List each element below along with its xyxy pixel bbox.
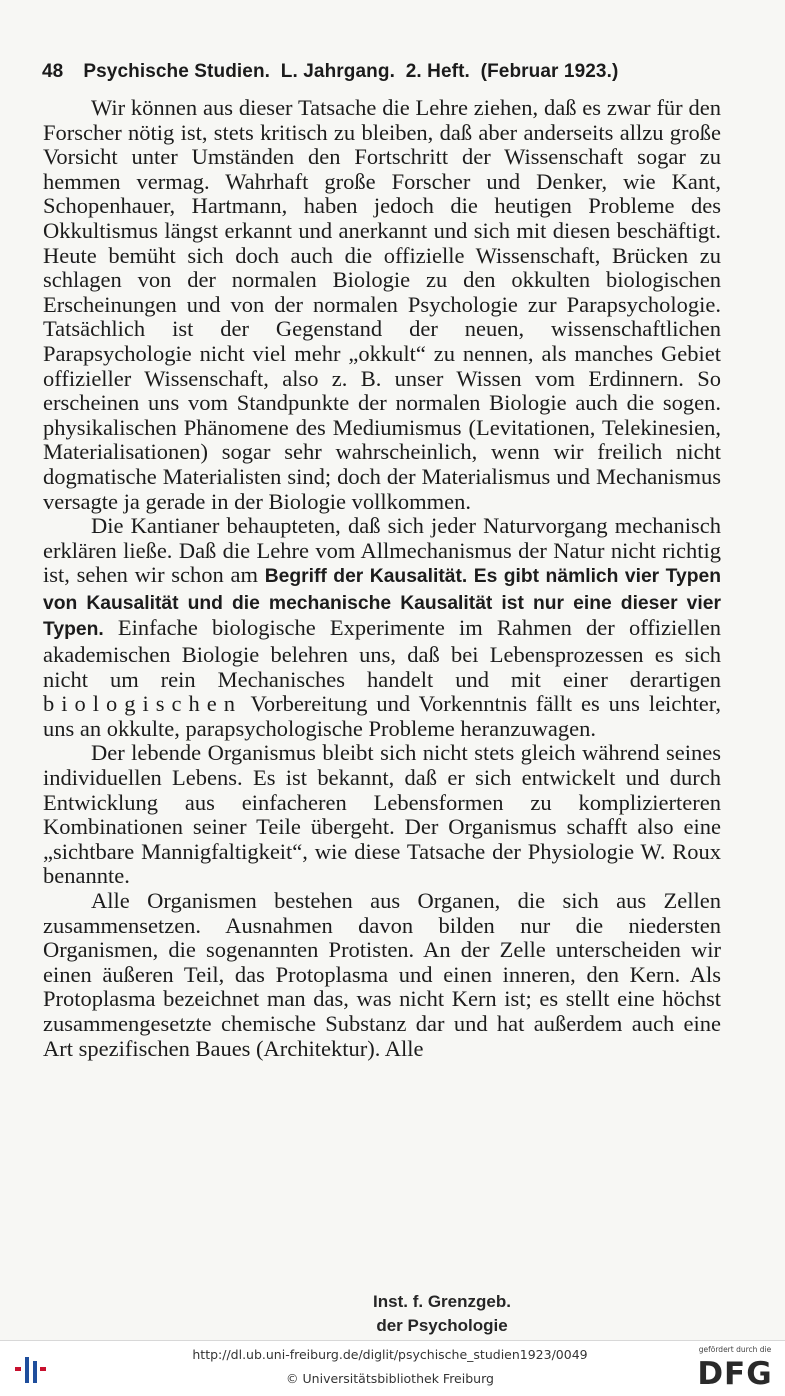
- paragraph-text: Wir können aus dieser Tatsache die Lehre ziehen, daß es zwar für den Forscher nötig ist, stets kritisch zu bleiben, daß aber anderseits allzu große Vorsicht unter Umständen den Fortschritt der Wissenschaft sogar zu hemmen vermag. Wahrhaft große Forscher und Denker, wie Kant, Schopenhauer, Hartmann, haben jedoch die heutigen Probleme des Okkultismus längst erkannt und anerkannt und sich mit diesen beschäftigt. Heute bemüht sich doch auch die offizielle Wissenschaft, Brücken zu schlagen von der normalen Biologie zu den okkulten biologischen Erscheinungen und von der normalen Psychologie zur Parapsychologie. Tatsächlich ist der Gegenstand der neuen, wissenschaftlichen Parapsychologie nicht viel mehr „okkult“ zu nennen, als manches Gebiet offizieller Wissenschaft, also z. B. unser Wissen vom Erdinnern. So erscheinen uns vom Standpunkte der normalen Biologie auch die sogen. physikalischen Phänomene des Mediumismus (Levitationen, Telekinesien, Materialisationen) sogar sehr wahrscheinlich, wenn wir freilich nicht dogmatische Materialisten sind; doch der Materialismus und Mechanismus versagte ja gerade in der Biologie vollkommen.: [43, 95, 721, 514]
- running-header: [42, 55, 732, 89]
- volume-label: L. Jahrgang.: [280, 61, 395, 82]
- paragraph-text: Der lebende Organismus bleibt sich nicht stets gleich während seines individuellen Lebens. Es ist bekannt, daß er sich entwickelt und durch Entwicklung aus einfacheren Lebensformen zu komplizierteren Kombinationen seiner Teile übergeht. Der Organismus schafft also eine „sichtbare Mannigfaltigkeit“, wie diese Tatsache der Physiologie W. Roux benannte.: [43, 740, 721, 889]
- permalink-url[interactable]: http://dl.ub.uni-freiburg.de/diglit/psychische_studien1923/0049: [192, 1347, 588, 1362]
- article-body: [43, 96, 721, 1061]
- dfg-logo-text: DFG: [697, 1356, 773, 1392]
- journal-title: Psychische Studien.: [83, 61, 271, 82]
- spaced-emphasis: biologischen: [43, 691, 242, 717]
- stamp-line-2: der Psychologie: [376, 1316, 508, 1335]
- paragraph-3: [43, 741, 721, 889]
- paragraph-2: [43, 514, 721, 741]
- paragraph-text: Vorbereitung und Vorkenntnis fällt es uns leichter, uns an okkulte, parapsychologische Probleme heranzuwagen.: [43, 691, 721, 741]
- ub-freiburg-logo-icon[interactable]: [12, 1353, 48, 1387]
- ub-freiburg-logo-icon: [12, 1353, 48, 1387]
- paragraph-1: [43, 96, 721, 514]
- dfg-logo-icon[interactable]: [692, 1345, 778, 1393]
- stamp-line-1: Inst. f. Grenzgeb.: [373, 1292, 511, 1311]
- dfg-caption: gefördert durch die: [698, 1345, 772, 1354]
- paragraph-text: Die Kantianer behaupteten, daß sich jeder Naturvorgang mechanisch erklären ließe. Daß die Lehre vom Allmechanismus der Natur nicht richtig ist, sehen wir schon am: [43, 513, 721, 588]
- issue-label: 2. Heft.: [405, 61, 470, 82]
- paragraph-text: Alle Organismen bestehen aus Organen, die sich aus Zellen zusammensetzen. Ausnahmen davon bilden nur die niedersten Organismen, die sogenannten Protisten. An der Zelle unterscheiden wir einen äußeren Teil, das Protoplasma und einen inneren, den Kern. Als Protoplasma bezeichnet man das, was nicht Kern ist; es stellt eine höchst zusammengesetzte chemische Substanz dar und hat außerdem auch eine Art spezifischen Baues (Architektur). Alle: [43, 888, 721, 1061]
- bold-emphasis: Begriff der Kausalität. Es gibt nämlich vier Typen von Kausalität und die mechanische Kausalität ist nur eine dieser vier Typen.: [43, 566, 721, 641]
- viewer-footer: [0, 1340, 785, 1396]
- copyright-notice: © Universitätsbibliothek Freiburg: [286, 1371, 494, 1386]
- issue-date: (Februar 1923.): [480, 61, 619, 82]
- library-stamp: [362, 1290, 522, 1338]
- page-number: 48: [42, 61, 64, 82]
- paragraph-4: [43, 889, 721, 1061]
- paragraph-text: Einfache biologische Experimente im Rahmen der offiziellen akademischen Biologie belehren uns, daß bei Lebensprozessen es sich nicht um rein Mechanisches handelt und mit einer derartigen: [43, 615, 721, 692]
